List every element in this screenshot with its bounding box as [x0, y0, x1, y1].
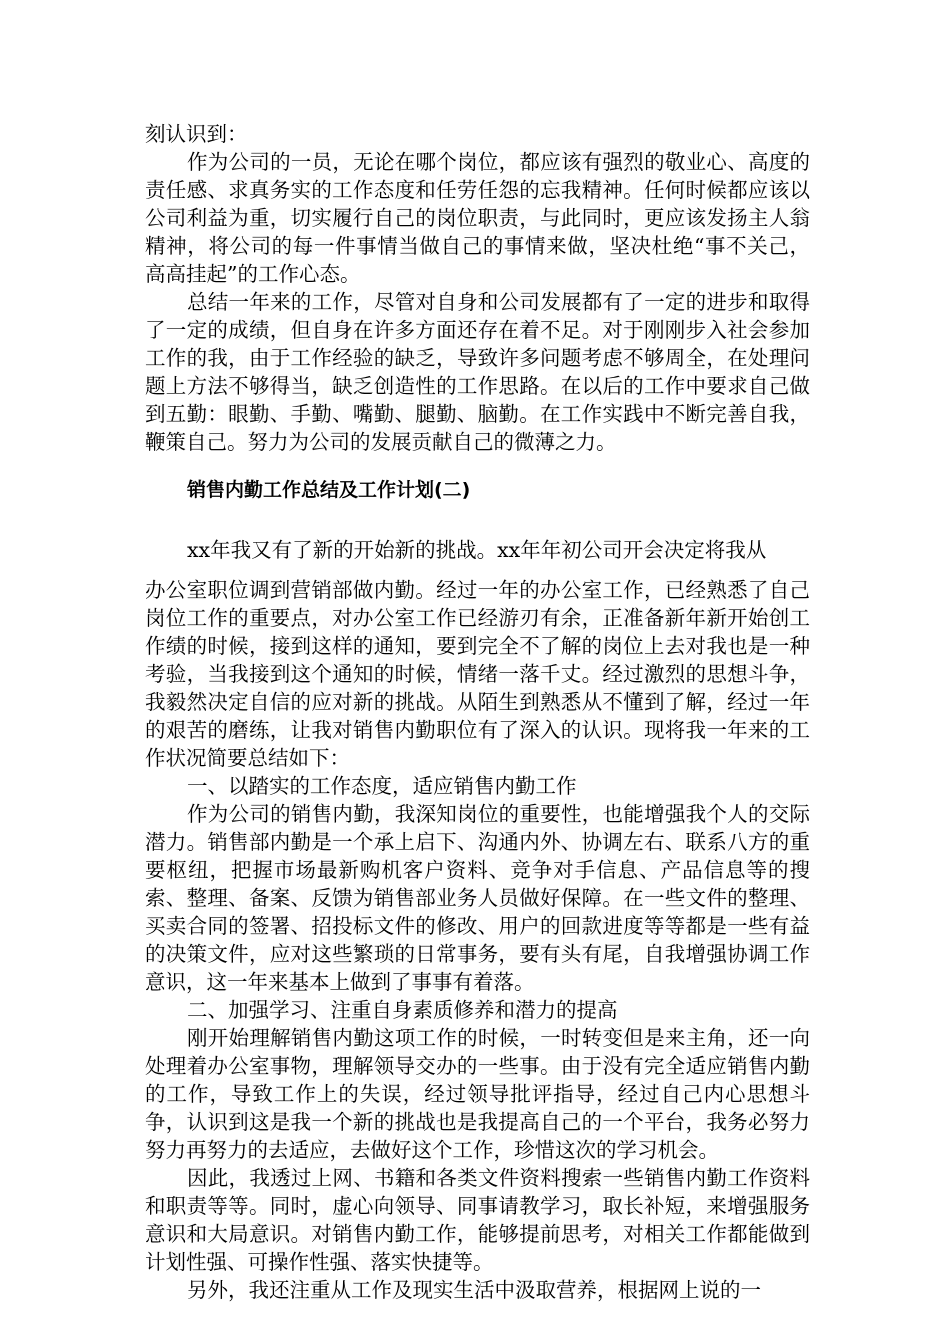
- paragraph-section1: 作为公司的销售内勤，我深知岗位的重要性，也能增强我个人的交际潜力。销售部内勤是一个承上启下、沟通内外、协调左右、联系八方的重要枢纽，把握市场最新购机客户资料、竞争对手信息、产品信息等的搜索、整理、备案、反馈为销售部业务人员做好保障。在一些文件的整理、买卖合同的签署、招投标文件的修改、用户的回款进度等等都是一些有益的决策文件，应对这些繁琐的日常事务，要有头有尾，自我增强协调工作意识，这一年来基本上做到了事事有着落。: [145, 802, 810, 994]
- paragraph-section2-b: 因此，我透过上网、书籍和各类文件资料搜索一些销售内勤工作资料和职责等等。同时，虚心向领导、同事请教学习，取长补短，来增强服务意识和大局意识。对销售内勤工作，能够提前思考，对相关工作都能做到计划性强、可操作性强、落实快捷等。: [145, 1166, 810, 1274]
- paragraph-intro: 办公室职位调到营销部做内勤。经过一年的办公室工作，已经熟悉了自己岗位工作的重要点，对办公室工作已经游刃有余，正准备新年新开始创工作绩的时候，接到这样的通知，要到完全不了解的岗位上去对我也是一种考验，当我接到这个通知的时候，情绪一落千丈。经过激烈的思想斗争，我毅然决定自信的应对新的挑战。从陌生到熟悉从不懂到了解，经过一年的艰苦的磨练，让我对销售内勤职位有了深入的认识。现将我一年来的工作状况简要总结如下：: [145, 578, 810, 770]
- subsection-title-1: 一、以踏实的工作态度，适应销售内勤工作: [187, 774, 577, 798]
- paragraph-section2-c: 另外，我还注重从工作及现实生活中汲取营养，根据网上说的一: [187, 1278, 761, 1302]
- paragraph-intro-first-line: xx年我又有了新的开始新的挑战。xx年年初公司开会决定将我从: [187, 538, 767, 562]
- subsection-title-2: 二、加强学习、注重自身素质修养和潜力的提高: [187, 998, 618, 1022]
- section-heading: 销售内勤工作总结及工作计划(二): [187, 479, 471, 501]
- paragraph-continuation: 刻认识到：: [145, 122, 248, 146]
- paragraph-section2-a: 刚开始理解销售内勤这项工作的时候，一时转变但是来主角，还一向处理着办公室事物，理解领导交办的一些事。由于没有完全适应销售内勤的工作，导致工作上的失误，经过领导批评指导，经过自己内心思想斗争，认识到这是我一个新的挑战也是我提高自己的一个平台，我务必努力努力再努力的去适应，去做好这个工作，珍惜这次的学习机会。: [145, 1026, 810, 1162]
- paragraph-summary: 总结一年来的工作，尽管对自身和公司发展都有了一定的进步和取得了一定的成绩，但自身在许多方面还存在着不足。对于刚刚步入社会参加工作的我，由于工作经验的缺乏，导致许多问题考虑不够周全，在处理问题上方法不够得当，缺乏创造性的工作思路。在以后的工作中要求自己做到五勤：眼勤、手勤、嘴勤、腿勤、脑勤。在工作实践中不断完善自我，鞭策自己。努力为公司的发展贡献自己的微薄之力。: [145, 290, 810, 454]
- paragraph-dedication: 作为公司的一员，无论在哪个岗位，都应该有强烈的敬业心、高度的责任感、求真务实的工作态度和任劳任怨的忘我精神。任何时候都应该以公司利益为重，切实履行自己的岗位职责，与此同时，更应该发扬主人翁精神，将公司的每一件事情当做自己的事情来做，坚决杜绝“事不关己，高高挂起”的工作心态。: [145, 150, 810, 286]
- document-page: [145, 120, 810, 1304]
